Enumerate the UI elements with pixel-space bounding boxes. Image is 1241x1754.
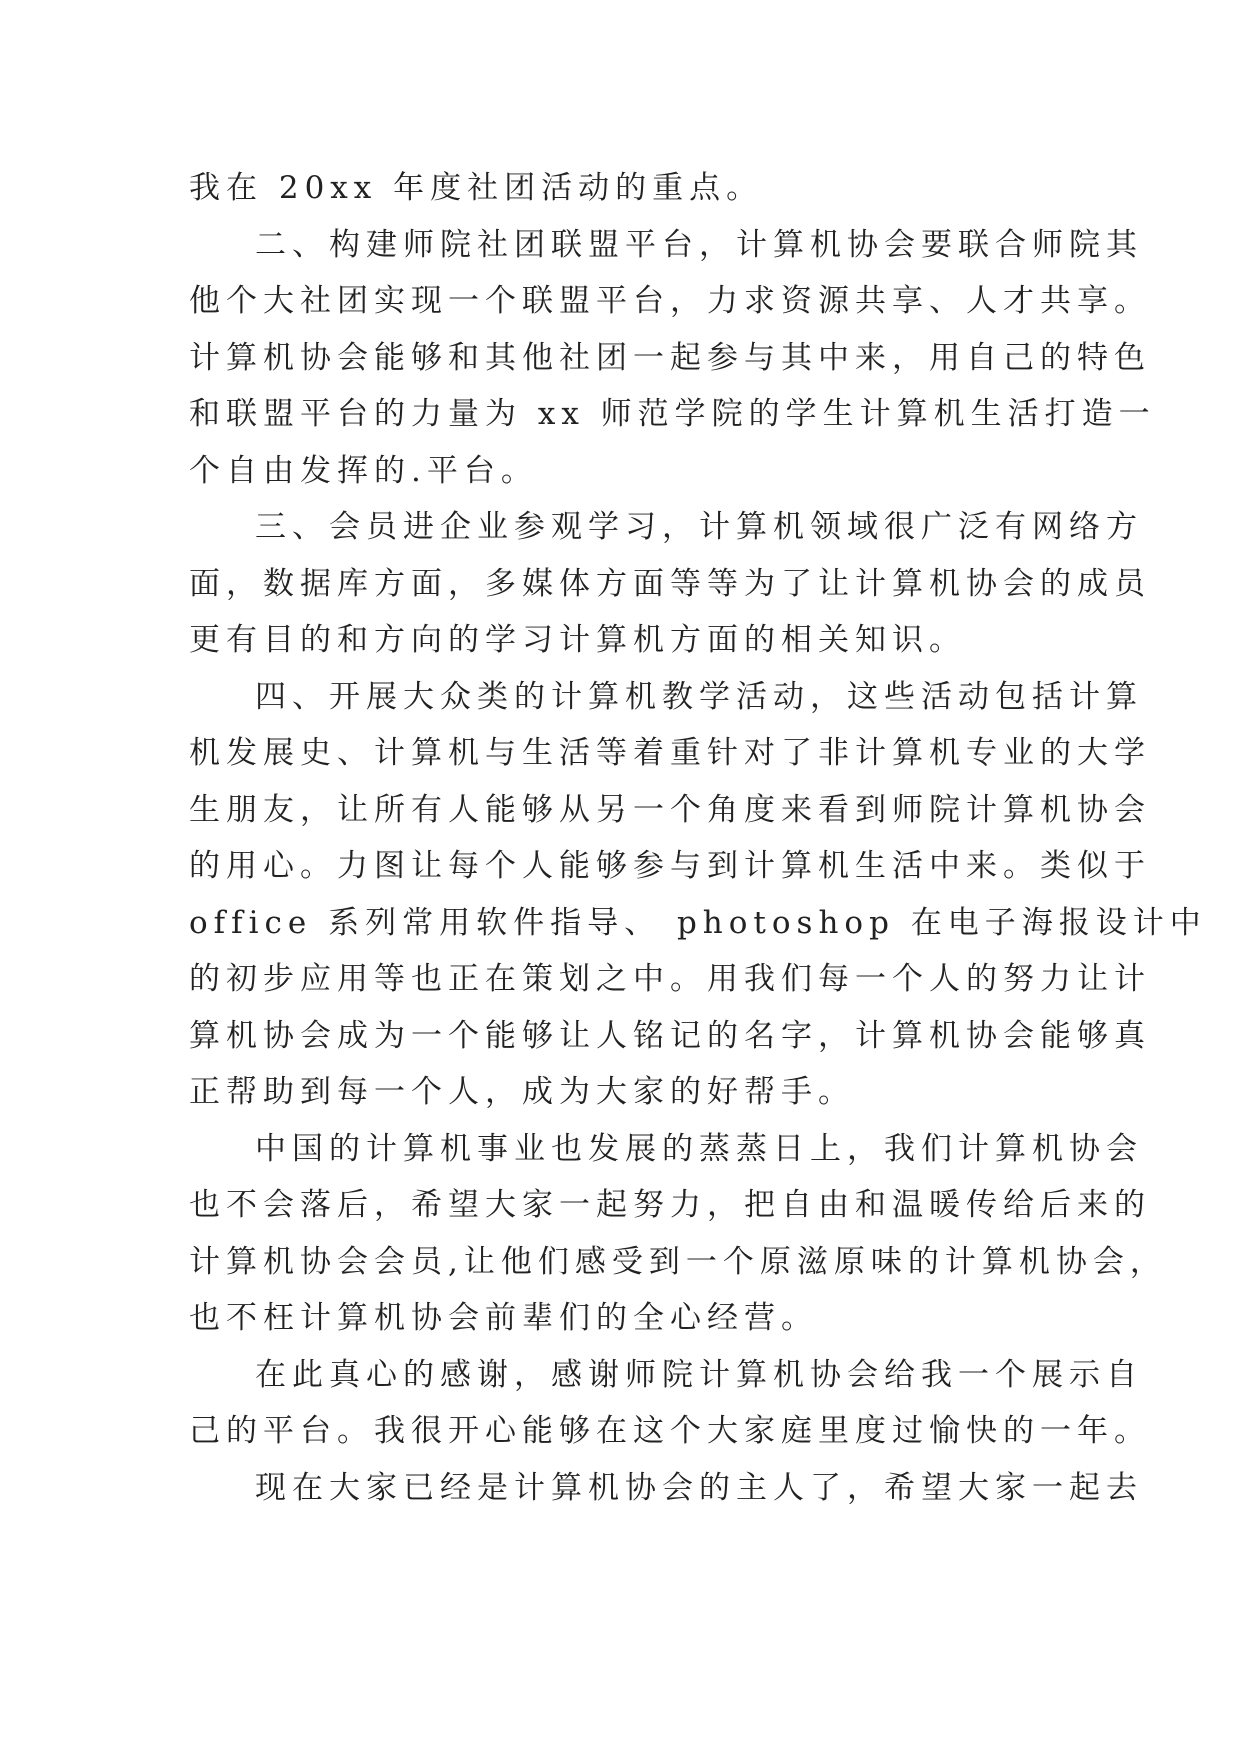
text-line: 他个大社团实现一个联盟平台，力求资源共享、人才共享。 [189, 283, 1151, 319]
text-line: 个自由发挥的.平台。 [189, 452, 538, 489]
text-line: 和联盟平台的力量为 xx 师范学院的学生计算机生活打造一 [189, 396, 1156, 432]
text-line: 己的平台。我很开心能够在这个大家庭里度过愉快的一年。 [189, 1413, 1151, 1449]
body-text [189, 160, 1207, 1516]
text-line: 我在 20xx 年度社团活动的重点。 [189, 170, 764, 206]
text-line: 也不枉计算机协会前辈们的全心经营。 [189, 1300, 818, 1336]
text-line: 机发展史、计算机与生活等着重针对了非计算机专业的大学 [189, 735, 1151, 771]
text-line: 的初步应用等也正在策划之中。用我们每一个人的努力让计 [189, 961, 1151, 997]
text-line: 算机协会成为一个能够让人铭记的名字，计算机协会能够真 [189, 1017, 1151, 1054]
text-line: 四、开展大众类的计算机教学活动，这些活动包括计算 [255, 678, 1143, 715]
text-line: 计算机协会能够和其他社团一起参与其中来，用自己的特色 [189, 339, 1151, 376]
text-line: 二、构建师院社团联盟平台，计算机协会要联合师院其 [255, 226, 1143, 263]
text-line: 正帮助到每一个人，成为大家的好帮手。 [189, 1074, 855, 1110]
text-line: 三、会员进企业参观学习，计算机领域很广泛有网络方 [255, 509, 1143, 545]
text-line: office 系列常用软件指导、 photoshop 在电子海报设计中 [189, 904, 1207, 941]
text-line: 生朋友，让所有人能够从另一个角度来看到师院计算机协会 [189, 791, 1151, 828]
text-line: 也不会落后，希望大家一起努力，把自由和温暖传给后来的 [189, 1187, 1151, 1223]
text-line: 计算机协会会员,让他们感受到一个原滋原味的计算机协会， [189, 1243, 1167, 1280]
text-line: 现在大家已经是计算机协会的主人了，希望大家一起去 [255, 1469, 1143, 1506]
text-line: 在此真心的感谢，感谢师院计算机协会给我一个展示自 [255, 1356, 1143, 1393]
text-line: 的用心。力图让每个人能够参与到计算机生活中来。类似于 [189, 848, 1151, 884]
text-line: 更有目的和方向的学习计算机方面的相关知识。 [189, 622, 966, 658]
text-line: 中国的计算机事业也发展的蒸蒸日上，我们计算机协会 [255, 1130, 1143, 1167]
text-line: 面，数据库方面，多媒体方面等等为了让计算机协会的成员 [189, 565, 1151, 602]
